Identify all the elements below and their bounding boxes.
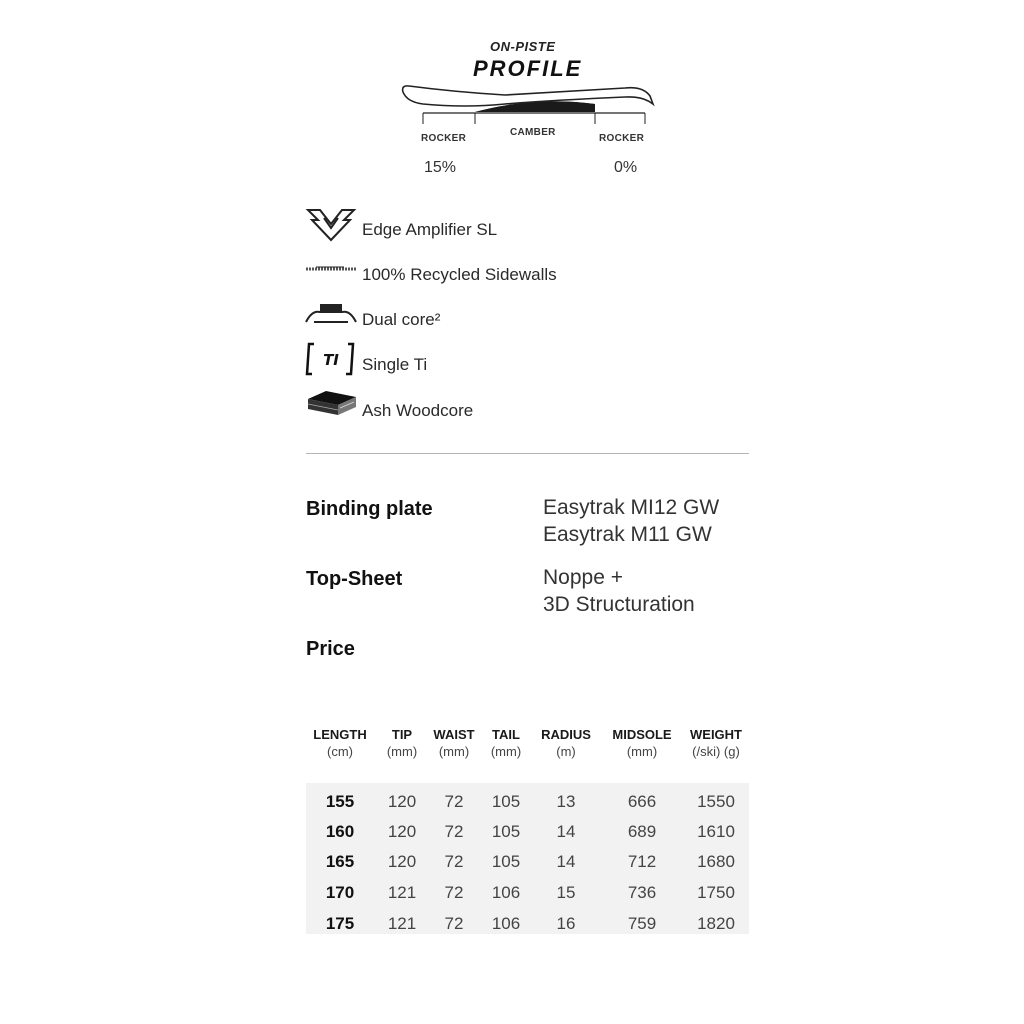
cell-tail: 105 [491,792,521,811]
feature-item [304,206,664,242]
feature-label: Single Ti [362,355,428,374]
cell-midsole: 666 [627,792,657,811]
table-header [306,727,749,777]
cell-radius: 14 [556,852,576,871]
cell-tip: 121 [387,914,417,933]
cell-midsole: 689 [627,822,657,841]
cell-radius: 16 [556,914,576,933]
feature-label: Ash Woodcore [362,401,474,420]
table-row [306,908,749,938]
sidewall-icon [304,251,358,287]
cell-midsole: 736 [627,883,657,902]
cell-radius: 15 [556,883,576,902]
column-header-radius: RADIUS (m) [541,727,591,759]
cell-waist: 72 [444,852,464,871]
cell-weight: 1750 [697,883,735,902]
zone-rocker-left: ROCKER [421,133,467,144]
cell-tail: 105 [491,822,521,841]
top-sheet-value-2: 3D Structuration [543,593,695,616]
cell-length: 170 [325,883,355,902]
titanium-icon [304,341,358,377]
top-sheet-value-1: Noppe + [543,566,623,589]
feature-label: Edge Amplifier SL [362,220,498,239]
rocker-left-percent: 15% [424,159,457,176]
cell-weight: 1820 [697,914,735,933]
cell-tip: 120 [387,822,417,841]
cell-waist: 72 [444,914,464,933]
cell-length: 160 [325,822,355,841]
table-row [306,816,749,846]
woodcore-icon [304,387,358,423]
column-header-length: LENGTH (cm) [313,727,367,759]
cell-tail: 106 [491,883,521,902]
table-body [306,783,749,934]
feature-item [304,296,664,332]
cell-radius: 14 [556,822,576,841]
feature-item [304,387,664,423]
cell-length: 165 [325,852,355,871]
column-header-tip: TIP (mm) [386,727,418,759]
profile-title: PROFILE [473,56,583,81]
price-label: Price [306,638,355,660]
binding-plate-value-1: Easytrak MI12 GW [543,496,720,519]
cell-tail: 105 [491,852,521,871]
cell-weight: 1550 [697,792,735,811]
feature-item [304,251,664,287]
column-header-weight: WEIGHT (/ski) (g) [690,727,742,759]
cell-length: 175 [325,914,355,933]
cell-waist: 72 [444,883,464,902]
binding-plate-value [543,494,719,548]
top-sheet-value [543,564,695,618]
cell-tail: 106 [491,914,521,933]
column-header-tail: TAIL (mm) [490,727,522,759]
binding-plate-value-2: Easytrak M11 GW [543,523,712,546]
top-sheet-label: Top-Sheet [306,568,403,590]
table-row [306,786,749,816]
ski-profile-icon [395,82,665,130]
profile-subtitle: ON-PISTE [490,39,556,54]
binding-plate-label: Binding plate [306,498,433,520]
table-row [306,846,749,876]
cell-radius: 13 [556,792,576,811]
dual-core-icon [304,296,358,332]
cell-length: 155 [325,792,355,811]
cell-weight: 1680 [697,852,735,871]
column-header-midsole: MIDSOLE (mm) [612,727,672,759]
feature-item [304,341,664,377]
titanium-icon-text: TI [323,351,339,369]
cell-midsole: 712 [627,852,657,871]
ski-profile [395,36,665,186]
zone-rocker-right: ROCKER [599,133,645,144]
cell-midsole: 759 [627,914,657,933]
feature-label: Dual core² [362,310,441,329]
cell-waist: 72 [444,822,464,841]
section-divider [306,453,749,454]
cell-tip: 120 [387,792,417,811]
feature-label: 100% Recycled Sidewalls [362,265,557,284]
cell-tip: 121 [387,883,417,902]
cell-waist: 72 [444,792,464,811]
cell-tip: 120 [387,852,417,871]
table-row [306,877,749,907]
column-header-waist: WAIST (mm) [433,727,475,759]
cell-weight: 1610 [697,822,735,841]
zone-camber: CAMBER [510,127,556,138]
edge-amplifier-icon [304,206,358,242]
rocker-right-percent: 0% [614,159,638,176]
